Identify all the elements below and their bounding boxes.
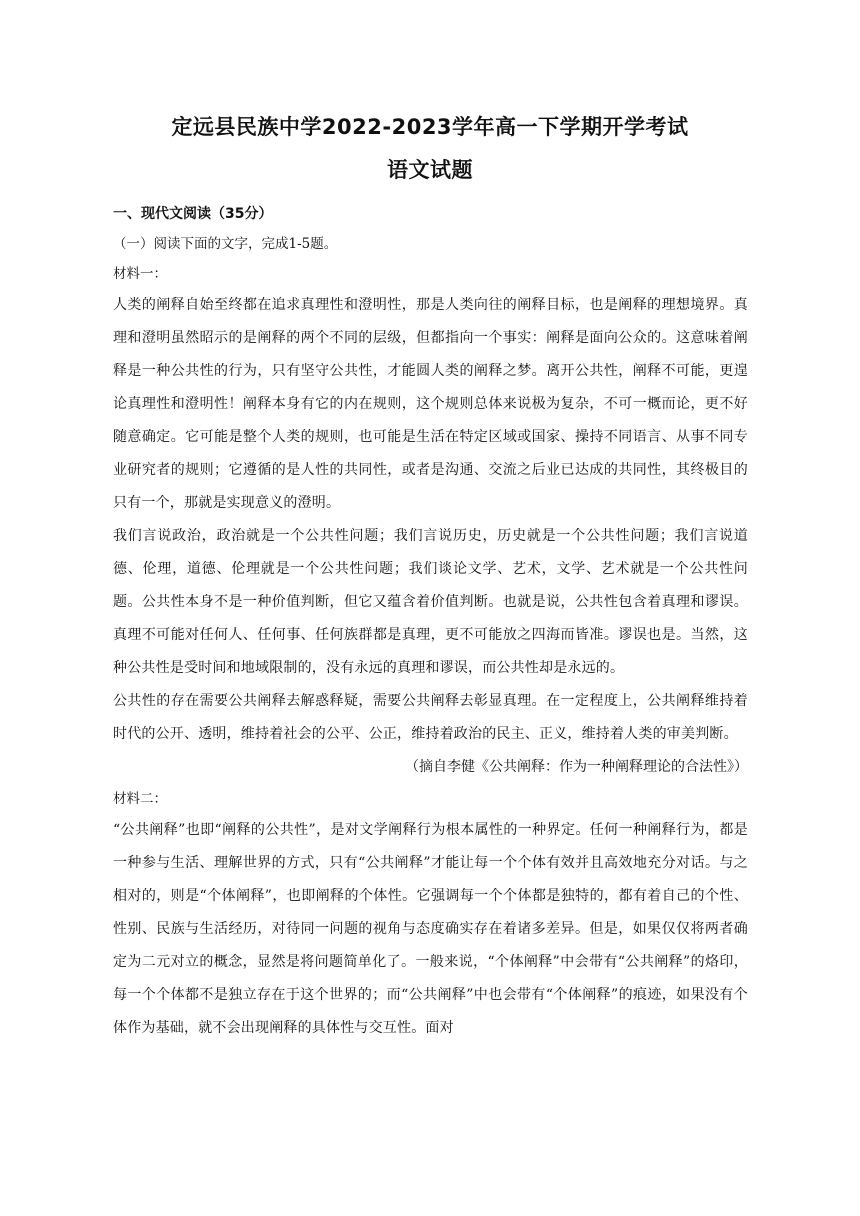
material1-paragraph-1: 人类的阐释自始至终都在追求真理性和澄明性，那是人类向往的阐释目标，也是阐释的理想境界。真理和澄明虽然昭示的是阐释的两个不同的层级，但都指向一个事实：阐释是面向公众的。这意味着阐释是一种公共性的行为，只有坚守公共性，才能圆人类的阐释之梦。离开公共性，阐释不可能，更遑论真理性和澄明性！阐释本身有它的内在规则，这个规则总体来说极为复杂，不可一概而论，更不好随意确定。它可能是整个人类的规则，也可能是生活在特定区域或国家、操持不同语言、从事不同专业研究者的规则；它遵循的是人性的共同性，或者是沟通、交流之后业已达成的共同性，其终极目的只有一个，那就是实现意义的澄明。	[113, 297, 748, 511]
material1-label: 材料一：	[113, 266, 167, 282]
section-heading: 一、现代文阅读（35分）	[113, 206, 273, 222]
material1-paragraph-3: 公共性的存在需要公共阐释去解惑释疑，需要公共阐释去彰显真理。在一定程度上，公共阐释维持着时代的公开、透明，维持着社会的公平、公正，维持着政治的民主、正义，维持着人类的审美判断。	[113, 693, 748, 742]
material1-source: （摘自李健《公共阐释：作为一种阐释理论的合法性》）	[405, 759, 748, 775]
document-title: 定远县民族中学2022-2023学年高一下学期开学考试	[171, 115, 689, 139]
document-body	[113, 199, 748, 1045]
instruction-text: （一）阅读下面的文字，完成1-5题。	[113, 236, 338, 252]
document-subtitle: 语文试题	[387, 158, 473, 182]
material2-label: 材料二：	[113, 791, 167, 807]
material1-paragraph-2: 我们言说政治，政治就是一个公共性问题；我们言说历史，历史就是一个公共性问题；我们言说道德、伦理，道德、伦理就是一个公共性问题；我们谈论文学、艺术，文学、艺术就是一个公共性问题。公共性本身不是一种价值判断，但它又蕴含着价值判断。也就是说，公共性包含着真理和谬误。真理不可能对任何人、任何事、任何族群都是真理，更不可能放之四海而皆准。谬误也是。当然，这种公共性是受时间和地域限制的，没有永远的真理和谬误，而公共性却是永远的。	[113, 528, 748, 676]
material2-paragraph-1: “公共阐释”也即“阐释的公共性”，是对文学阐释行为根本属性的一种界定。任何一种阐释行为，都是一种参与生活、理解世界的方式，只有“公共阐释”才能让每一个个体有效并且高效地充分对话。与之相对的，则是“个体阐释”，也即阐释的个体性。它强调每一个个体都是独特的，都有着自己的个性、性别、民族与生活经历，对待同一问题的视角与态度确实存在着诸多差异。但是，如果仅仅将两者确定为二元对立的概念，显然是将问题简单化了。一般来说，“个体阐释”中会带有“公共阐释”的烙印，每一个个体都不是独立存在于这个世界的；而“公共阐释”中也会带有“个体阐释”的痕迹，如果没有个体作为基础，就不会出现阐释的具体性与交互性。面对	[113, 822, 748, 1036]
